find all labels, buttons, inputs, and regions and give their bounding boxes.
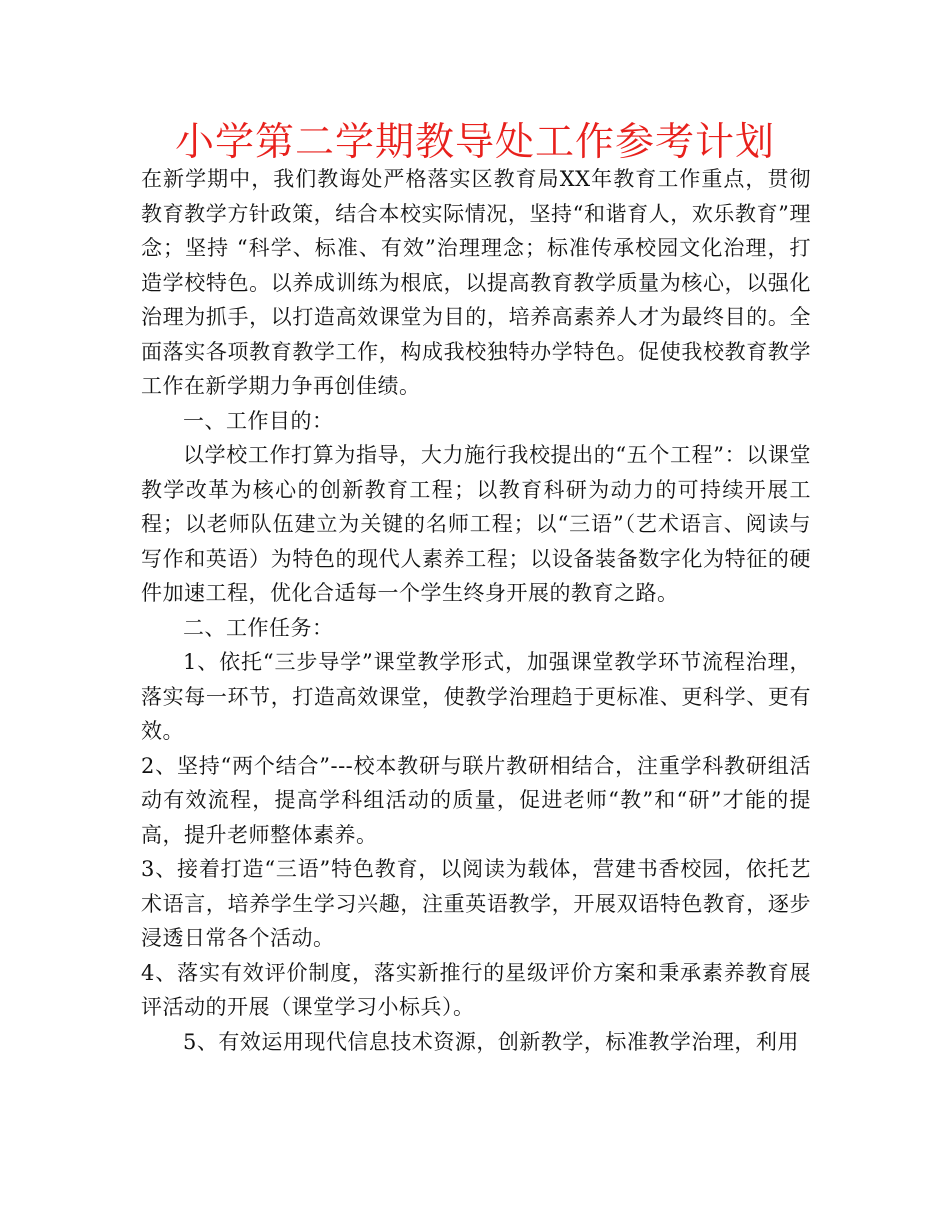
document-body [141,162,811,1059]
paragraph-task-1: 1、依托“三步导学”课堂教学形式，加强课堂教学环节流程治理，落实每一环节，打造高效课堂，使教学治理趋于更标准、更科学、更有效。 [141,650,811,743]
paragraph-task-4: 4、落实有效评价制度，落实新推行的星级评价方案和秉承素养教育展评活动的开展（课堂学习小标兵）。 [141,960,811,1019]
document-title: 小学第二学期教导处工作参考计划 [174,120,775,165]
paragraph-task-3: 3、接着打造“三语”特色教育，以阅读为载体，营建书香校园，依托艺术语言，培养学生学习兴趣，注重英语教学，开展双语特色教育，逐步浸透日常各个活动。 [141,857,811,950]
heading-work-goal: 一、工作目的： [183,408,334,433]
heading-work-tasks: 二、工作任务： [183,615,334,640]
paragraph-work-goal: 以学校工作打算为指导，大力施行我校提出的“五个工程”：以课堂教学改革为核心的创新教育工程；以教育科研为动力的可持续开展工程；以老师队伍建立为关键的名师工程；以“三语”（艺术语言、阅读与写作和英语）为特色的现代人素养工程；以设备装备数字化为特征的硬件加速工程，优化合适每一个学生终身开展的教育之路。 [141,443,811,605]
paragraph-intro: 在新学期中，我们教诲处严格落实区教育局XX年教育工作重点，贯彻教育教学方针政策，结合本校实际情况，坚持“和谐育人，欢乐教育”理念；坚持 “科学、标准、有效”治理理念；标准传承校园文化治理，打造学校特色。以养成训练为根底，以提高教育教学质量为核心，以强化治理为抓手，以打造高效课堂为目的，培养高素养人才为最终目的。全面落实各项教育教学工作，构成我校独特办学特色。促使我校教育教学工作在新学期力争再创佳绩。 [141,167,811,398]
paragraph-task-2: 2、坚持“两个结合”---校本教研与联片教研相结合，注重学科教研组活动有效流程，提高学科组活动的质量，促进老师“教”和“研”才能的提高，提升老师整体素养。 [141,753,811,847]
paragraph-task-5: 5、有效运用现代信息技术资源，创新教学，标准教学治理，利用 [183,1029,799,1054]
